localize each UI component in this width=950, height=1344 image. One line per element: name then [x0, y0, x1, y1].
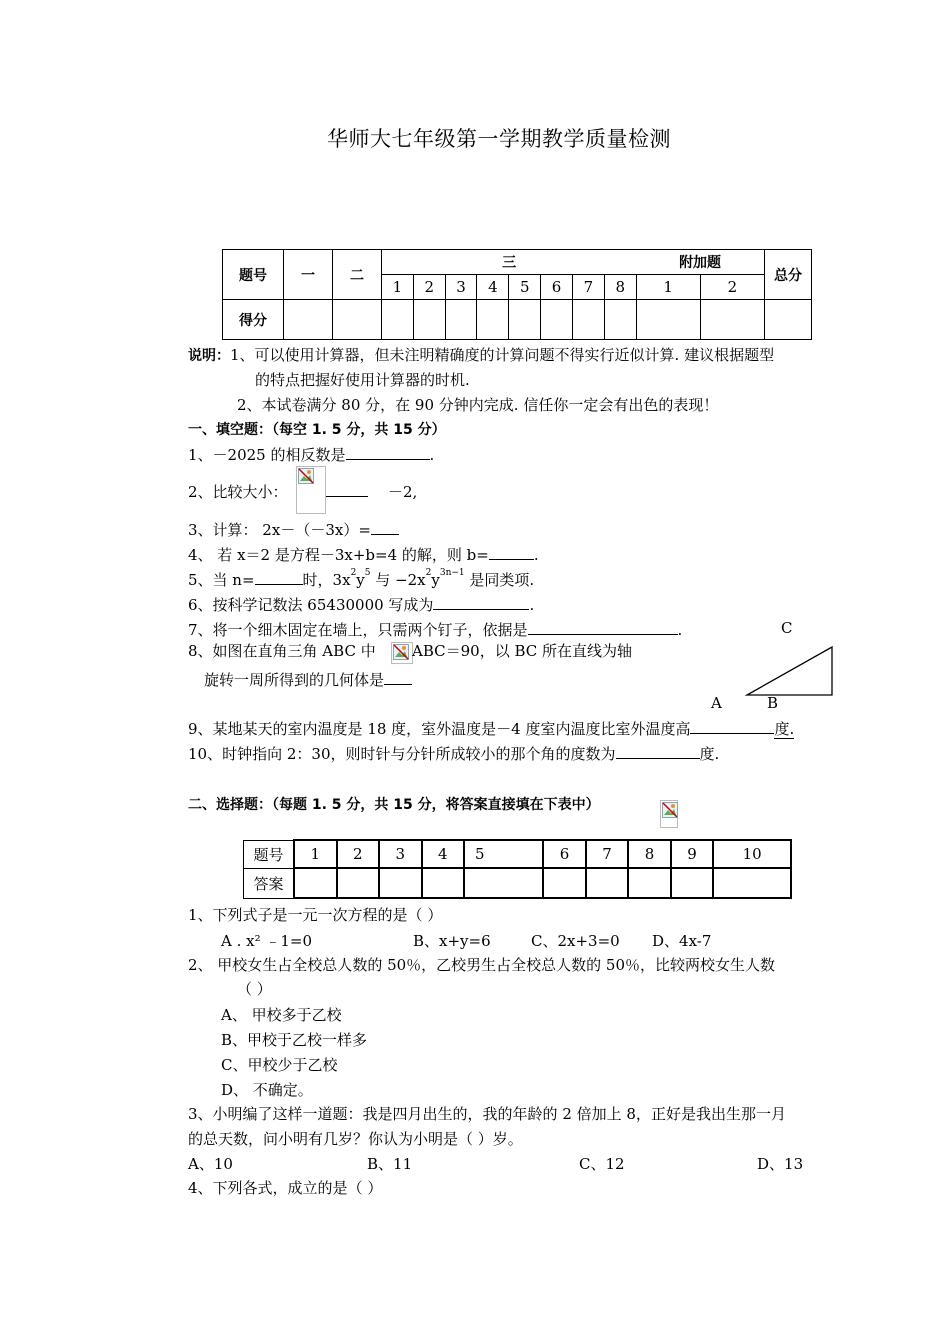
s2-q3-option-b: B、11 — [367, 1155, 413, 1173]
s2-q2: 2、 甲校女生占全校总人数的 50％，乙校男生占全校总人数的 50％，比较两校女生人数 — [188, 956, 776, 974]
s1-q2-text: 2、比较大小： — [188, 483, 288, 501]
fig-label-a: A — [711, 694, 722, 712]
score-cell — [765, 300, 812, 340]
score-cell — [445, 300, 477, 340]
notes-label: 说明： — [188, 348, 230, 364]
s1-q9-text: 9、某地某天的室内温度是 18 度，室外温度是－4 度室内温度比室外温度高 — [188, 720, 691, 738]
s2-q4: 4、下列各式，成立的是（ ） — [188, 1179, 383, 1197]
score-num: 6 — [541, 275, 573, 300]
notes-n1b: 的特点把握好使用计算器的时机. — [255, 371, 470, 389]
answer-cell[interactable] — [422, 868, 465, 898]
s1-q8-line1 — [188, 640, 376, 661]
s1-q4-text: 4、 若 x＝2 是方程－3x+b=4 的解，则 b= — [188, 546, 489, 564]
s1-q8-b: ABC＝90，以 BC 所在直线为轴 — [412, 642, 633, 660]
s1-q6 — [188, 594, 534, 615]
score-num: 1 — [636, 275, 700, 300]
score-num: 2 — [413, 275, 445, 300]
score-cell — [604, 300, 636, 340]
s1-q9-end: 度. — [774, 720, 795, 738]
s1-q4 — [188, 544, 539, 565]
s1-q5-a: 5、当 n= — [188, 571, 255, 589]
s1-q10-end: 度. — [699, 745, 720, 763]
score-num: 4 — [477, 275, 509, 300]
s1-q5-b: 时，3x — [302, 571, 351, 589]
score-row-defen: 得分 — [223, 300, 284, 340]
s1-q2-rest — [326, 481, 417, 502]
s1-q5-f: 是同类项. — [464, 571, 535, 589]
s2-q2-option-b: B、甲校于乙校一样多 — [221, 1031, 368, 1049]
s2-q3-option-a: A、10 — [188, 1155, 233, 1173]
image-placeholder-icon — [298, 468, 314, 484]
s1-q3-text: 3、计算： 2x－（－3x）= — [188, 521, 371, 539]
s1-q2-end: －2, — [388, 483, 418, 501]
answer-blank[interactable] — [489, 545, 534, 560]
s1-q5-sup: 3n−1 — [439, 568, 465, 578]
score-cell — [636, 300, 700, 340]
answer-cell[interactable] — [337, 868, 380, 898]
score-cell — [284, 300, 333, 340]
s1-q5-sup: 2 — [350, 568, 357, 578]
answer-num: 1 — [294, 840, 337, 868]
answer-blank[interactable] — [616, 744, 700, 759]
answer-blank[interactable] — [371, 520, 399, 535]
triangle-figure — [740, 640, 840, 702]
s1-q1 — [188, 444, 434, 465]
answer-cell[interactable] — [543, 868, 586, 898]
answer-num: 10 — [713, 840, 791, 868]
score-header-yi: 一 — [284, 250, 333, 300]
score-cell — [382, 300, 414, 340]
triangle-abc — [747, 647, 832, 695]
notes-n1a: 1、可以使用计算器，但未注明精确度的计算问题不得实行近似计算. 建议根据题型 — [230, 346, 775, 364]
s2-q3-option-c: C、12 — [579, 1155, 625, 1173]
s1-q10 — [188, 743, 719, 764]
s2-q2-option-c: C、甲校少于乙校 — [221, 1056, 338, 1074]
score-num: 1 — [382, 275, 414, 300]
answer-num: 4 — [422, 840, 465, 868]
answer-num: 9 — [671, 840, 714, 868]
section1-heading: 一、填空题：（每空 1. 5 分，共 15 分） — [188, 422, 446, 438]
s1-q10-text: 10、时钟指向 2：30，则时针与分针所成较小的那个角的度数为 — [188, 745, 616, 763]
s2-q1-option-c: C、2x+3=0 — [531, 932, 620, 950]
answer-num: 6 — [543, 840, 586, 868]
image-placeholder-icon — [393, 644, 409, 660]
s1-q6-end: . — [529, 596, 535, 614]
broken-image-icon — [660, 800, 678, 828]
s1-q5-sup: 2 — [425, 568, 432, 578]
s1-q1-end: . — [429, 446, 435, 464]
s1-q8-a: 8、如图在直角三角 ABC 中 — [188, 642, 376, 660]
score-header-zongfen: 总分 — [765, 250, 812, 300]
score-cell — [541, 300, 573, 340]
s1-q9 — [188, 718, 794, 739]
score-header-san: 三 — [382, 250, 637, 275]
s2-q1-option-a: A . x² ﹣1=0 — [221, 932, 313, 950]
notes-line1 — [188, 344, 774, 365]
angle-symbol-image-icon — [391, 642, 413, 664]
score-num: 5 — [509, 275, 541, 300]
score-num: 8 — [604, 275, 636, 300]
s1-q5 — [188, 569, 534, 590]
score-header-er: 二 — [333, 250, 382, 300]
s1-q3 — [188, 519, 399, 540]
answer-cell[interactable] — [586, 868, 629, 898]
s1-q5-c: y — [356, 571, 365, 589]
answer-num: 8 — [628, 840, 671, 868]
s2-q2-paren: （ ） — [237, 980, 272, 998]
s1-q7-text: 7、将一个细木固定在墙上，只需两个钉子，依据是 — [188, 621, 528, 639]
score-cell — [572, 300, 604, 340]
score-table — [222, 249, 812, 340]
answer-num: 3 — [379, 840, 422, 868]
answer-num: 2 — [337, 840, 380, 868]
s2-q1-option-d: D、4x-7 — [652, 932, 712, 950]
answer-cell[interactable] — [294, 868, 337, 898]
answer-header-daan: 答案 — [244, 868, 295, 898]
page-title: 华师大七年级第一学期教学质量检测 — [327, 127, 671, 151]
answer-cell[interactable] — [671, 868, 714, 898]
answer-blank[interactable] — [528, 620, 678, 635]
answer-cell[interactable] — [628, 868, 671, 898]
notes-n2: 2、本试卷满分 80 分，在 90 分钟内完成. 信任你一定会有出色的表现！ — [237, 396, 719, 414]
score-cell — [413, 300, 445, 340]
answer-num: 5 — [464, 840, 543, 868]
score-cell — [509, 300, 541, 340]
s2-q1: 1、下列式子是一元一次方程的是（ ） — [188, 906, 443, 924]
fig-label-c: C — [781, 619, 793, 637]
s1-q4-end: . — [533, 546, 539, 564]
score-num: 2 — [700, 275, 764, 300]
answer-blank[interactable] — [346, 445, 430, 460]
s1-q1-text: 1、－2025 的相反数是 — [188, 446, 346, 464]
answer-cell[interactable] — [379, 868, 422, 898]
s2-q3-option-d: D、13 — [757, 1155, 804, 1173]
answer-blank[interactable] — [384, 670, 412, 685]
s2-q2-option-a: A、 甲校多于乙校 — [221, 1006, 342, 1024]
s1-q8-line2 — [204, 669, 412, 690]
answer-cell[interactable] — [464, 868, 543, 898]
s2-q1-option-b: B、x+y=6 — [413, 932, 491, 950]
score-num: 7 — [572, 275, 604, 300]
broken-image-icon — [296, 466, 326, 514]
answer-blank[interactable] — [433, 595, 529, 610]
s1-q7 — [188, 619, 682, 640]
score-cell — [700, 300, 764, 340]
s1-q6-text: 6、按科学记数法 65430000 写成为 — [188, 596, 434, 614]
answer-blank[interactable] — [255, 570, 303, 585]
s2-q3-line2: 的总天数，问小明有几岁？你认为小明是（ ）岁。 — [188, 1130, 523, 1148]
s2-q3-line1: 3、小明编了这样一道题：我是四月出生的，我的年龄的 2 倍加上 8，正好是我出生那一月 — [188, 1105, 786, 1123]
s1-q5-sup: 5 — [364, 568, 371, 578]
s1-q5-d: 与 −2x — [370, 571, 426, 589]
answer-table — [243, 839, 792, 899]
answer-blank[interactable] — [690, 719, 774, 734]
s2-q2-option-d: D、 不确定。 — [221, 1081, 313, 1099]
s1-q7-end: . — [677, 621, 683, 639]
s1-q8-c: 旋转一周所得到的几何体是 — [204, 671, 385, 689]
score-num: 3 — [445, 275, 477, 300]
answer-blank[interactable] — [326, 482, 368, 497]
answer-header-tihao: 题号 — [244, 840, 295, 868]
s1-q5-e: y — [431, 571, 440, 589]
s1-q2 — [188, 481, 288, 502]
answer-num: 7 — [586, 840, 629, 868]
image-placeholder-icon — [662, 802, 678, 818]
section2-heading: 二、选择题：（每题 1. 5 分，共 15 分，将答案直接填在下表中） — [188, 797, 600, 813]
answer-cell[interactable] — [713, 868, 791, 898]
score-cell — [333, 300, 382, 340]
score-header-tihao: 题号 — [223, 250, 284, 300]
score-header-fujia: 附加题 — [636, 250, 764, 275]
fig-label-b: B — [767, 694, 779, 712]
score-cell — [477, 300, 509, 340]
